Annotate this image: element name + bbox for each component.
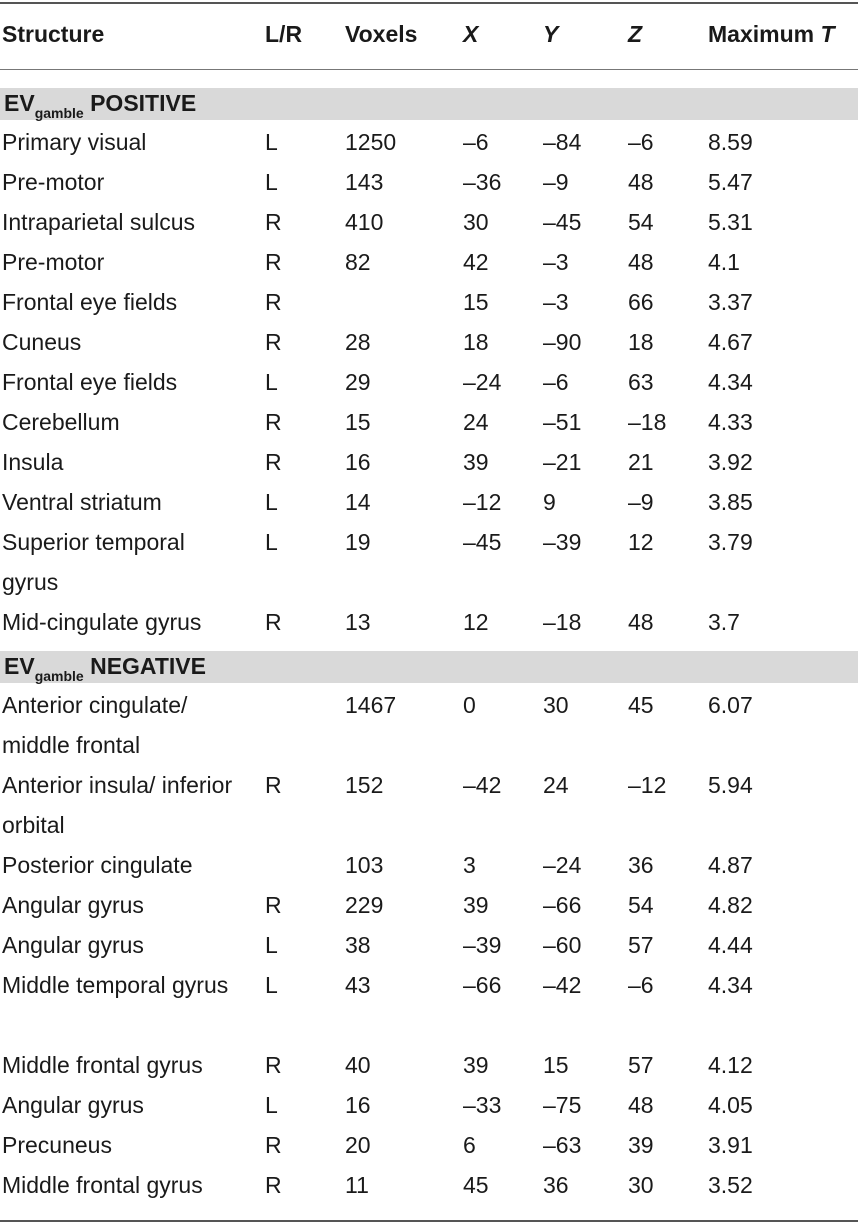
cell-voxels: 14 <box>345 489 371 515</box>
cell-y: –60 <box>543 932 582 958</box>
cell-y: 15 <box>543 1052 569 1078</box>
cell-x: –24 <box>463 369 502 395</box>
section-header <box>0 651 858 683</box>
cell-x: 24 <box>463 409 489 435</box>
cell-structure: Ventral striatum <box>2 489 162 515</box>
cell-lr: L <box>265 1092 278 1118</box>
cell-t: 5.47 <box>708 169 753 195</box>
cell-lr: L <box>265 369 278 395</box>
cell-z: –18 <box>628 409 667 435</box>
cell-lr: L <box>265 932 278 958</box>
cell-z: 57 <box>628 1052 654 1078</box>
cell-z: 48 <box>628 169 654 195</box>
cell-z: 48 <box>628 1092 654 1118</box>
cell-lr: L <box>265 489 278 515</box>
cell-x: 3 <box>463 852 476 878</box>
cell-lr: R <box>265 1132 282 1158</box>
cell-lr: L <box>265 529 278 555</box>
cell-z: 63 <box>628 369 654 395</box>
cell-t: 3.37 <box>708 289 753 315</box>
cell-x: –33 <box>463 1092 502 1118</box>
cell-voxels: 20 <box>345 1132 371 1158</box>
cell-x: 39 <box>463 1052 489 1078</box>
cell-structure: Primary visual <box>2 129 147 155</box>
section-label-main: EV <box>4 90 35 116</box>
cell-y: 24 <box>543 772 569 798</box>
section-header <box>0 88 858 120</box>
cell-t: 3.79 <box>708 529 753 555</box>
cell-voxels: 16 <box>345 449 371 475</box>
section-label-rest: POSITIVE <box>83 90 197 116</box>
section-label-rest: NEGATIVE <box>83 653 206 679</box>
header-max-t-prefix: Maximum <box>708 21 821 47</box>
cell-y: –3 <box>543 249 569 275</box>
cell-x: –36 <box>463 169 502 195</box>
cell-y: –18 <box>543 609 582 635</box>
cell-lr: R <box>265 289 282 315</box>
cell-z: 54 <box>628 892 654 918</box>
cell-structure: Pre-motor <box>2 169 105 195</box>
cell-structure: Frontal eye fields <box>2 289 178 315</box>
cell-structure: Angular gyrus <box>2 892 144 918</box>
cell-y: 36 <box>543 1172 569 1198</box>
cell-t: 4.05 <box>708 1092 753 1118</box>
cell-structure: Insula <box>2 449 64 475</box>
cell-structure: Angular gyrus <box>2 932 144 958</box>
table-header <box>0 14 858 54</box>
cell-z: 57 <box>628 932 654 958</box>
cell-voxels: 229 <box>345 892 384 918</box>
cell-structure: Middle frontal gyrus <box>2 1052 203 1078</box>
section-label <box>4 88 196 121</box>
cell-t: 4.1 <box>708 249 740 275</box>
cell-y: –24 <box>543 852 582 878</box>
cell-lr: R <box>265 209 282 235</box>
cell-x: 18 <box>463 329 489 355</box>
cell-x: –39 <box>463 932 502 958</box>
cell-t: 4.12 <box>708 1052 753 1078</box>
cell-voxels: 38 <box>345 932 371 958</box>
cell-structure: Frontal eye fields <box>2 369 178 395</box>
cell-lr: L <box>265 169 278 195</box>
cell-y: –3 <box>543 289 569 315</box>
cell-y: 9 <box>543 489 556 515</box>
header-x: X <box>463 21 479 47</box>
cell-structure: Posterior cingulate <box>2 852 193 878</box>
cell-z: 48 <box>628 609 654 635</box>
section-label <box>4 651 206 684</box>
cell-x: 39 <box>463 892 489 918</box>
cell-z: –9 <box>628 489 654 515</box>
cell-y: –63 <box>543 1132 582 1158</box>
cell-z: 12 <box>628 529 654 555</box>
cell-lr: R <box>265 249 282 275</box>
cell-x: –45 <box>463 529 502 555</box>
cell-z: 21 <box>628 449 654 475</box>
cell-lr: R <box>265 449 282 475</box>
cell-z: 39 <box>628 1132 654 1158</box>
cell-structure: Pre-motor <box>2 249 105 275</box>
cell-y: –45 <box>543 209 582 235</box>
cell-z: 45 <box>628 692 654 718</box>
cell-y: –75 <box>543 1092 582 1118</box>
cell-x: 0 <box>463 692 476 718</box>
cell-voxels: 152 <box>345 772 384 798</box>
cell-z: –12 <box>628 772 667 798</box>
cell-x: 12 <box>463 609 489 635</box>
cell-lr: R <box>265 329 282 355</box>
cell-t: 3.85 <box>708 489 753 515</box>
cell-z: 48 <box>628 249 654 275</box>
cell-t: 3.92 <box>708 449 753 475</box>
cell-voxels: 43 <box>345 972 371 998</box>
cell-z: 54 <box>628 209 654 235</box>
top-rule <box>0 2 858 4</box>
cell-voxels: 1467 <box>345 692 397 718</box>
cell-voxels: 103 <box>345 852 384 878</box>
cell-t: 4.67 <box>708 329 753 355</box>
cell-x: –12 <box>463 489 502 515</box>
cell-t: 4.33 <box>708 409 753 435</box>
cell-lr: R <box>265 1052 282 1078</box>
cell-y: –66 <box>543 892 582 918</box>
cell-t: 4.87 <box>708 852 753 878</box>
cell-voxels: 19 <box>345 529 371 555</box>
header-max-t <box>708 14 835 54</box>
cell-voxels: 11 <box>345 1172 369 1198</box>
section-label-main: EV <box>4 653 35 679</box>
cell-t: 3.7 <box>708 609 740 635</box>
cell-lr: R <box>265 892 282 918</box>
cell-x: 6 <box>463 1132 476 1158</box>
cell-y: –21 <box>543 449 582 475</box>
cell-structure: Mid-cingulate gyrus <box>2 609 202 635</box>
cell-structure: Precuneus <box>2 1132 112 1158</box>
cell-structure: Cuneus <box>2 329 82 355</box>
cell-z: 18 <box>628 329 654 355</box>
cell-lr: R <box>265 772 282 798</box>
bottom-rule <box>0 1220 858 1222</box>
header-z: Z <box>628 21 643 47</box>
header-voxels: Voxels <box>345 21 418 47</box>
cell-x: –42 <box>463 772 502 798</box>
section-label-subscript: gamble <box>34 105 84 121</box>
cell-voxels: 15 <box>345 409 371 435</box>
cell-voxels: 82 <box>345 249 371 275</box>
header-rule <box>0 69 858 70</box>
cell-t: 4.34 <box>708 972 753 998</box>
cell-voxels: 16 <box>345 1092 371 1118</box>
cell-structure: Cerebellum <box>2 409 120 435</box>
cell-t: 6.07 <box>708 692 753 718</box>
cell-y: –84 <box>543 129 582 155</box>
cell-x: 30 <box>463 209 489 235</box>
cell-structure: Superior temporal gyrus <box>2 529 185 595</box>
cell-z: 30 <box>628 1172 654 1198</box>
cell-structure: Middle temporal gyrus <box>2 972 229 998</box>
cell-lr: R <box>265 609 282 635</box>
cell-y: –39 <box>543 529 582 555</box>
cell-y: –51 <box>543 409 582 435</box>
cell-y: –9 <box>543 169 569 195</box>
cell-structure: Anterior cingulate/ middle frontal <box>2 692 188 758</box>
cell-t: 3.52 <box>708 1172 753 1198</box>
header-lr: L/R <box>265 21 303 47</box>
header-max-t-var: T <box>820 21 835 47</box>
cell-voxels: 13 <box>345 609 371 635</box>
cell-z: 36 <box>628 852 654 878</box>
cell-lr: R <box>265 1172 282 1198</box>
cell-structure: Middle frontal gyrus <box>2 1172 203 1198</box>
cell-y: –42 <box>543 972 582 998</box>
cell-lr: L <box>265 972 278 998</box>
section-label-subscript: gamble <box>34 668 84 684</box>
cell-y: –6 <box>543 369 569 395</box>
cell-z: –6 <box>628 129 654 155</box>
cell-voxels: 410 <box>345 209 384 235</box>
cell-t: 4.44 <box>708 932 753 958</box>
cell-x: –6 <box>463 129 489 155</box>
cell-t: 5.31 <box>708 209 753 235</box>
cell-x: 39 <box>463 449 489 475</box>
cell-t: 4.82 <box>708 892 753 918</box>
cell-structure: Anterior insula/ inferior orbital <box>2 772 233 838</box>
cell-y: 30 <box>543 692 569 718</box>
cell-voxels: 1250 <box>345 129 397 155</box>
cell-voxels: 143 <box>345 169 384 195</box>
cell-voxels: 40 <box>345 1052 371 1078</box>
cell-structure: Angular gyrus <box>2 1092 144 1118</box>
cell-y: –90 <box>543 329 582 355</box>
cell-x: 45 <box>463 1172 489 1198</box>
header-y: Y <box>543 21 559 47</box>
cell-t: 3.91 <box>708 1132 753 1158</box>
cell-voxels: 28 <box>345 329 371 355</box>
cell-voxels: 29 <box>345 369 371 395</box>
cell-x: 42 <box>463 249 489 275</box>
cell-z: 66 <box>628 289 654 315</box>
cell-t: 4.34 <box>708 369 753 395</box>
cell-x: 15 <box>463 289 489 315</box>
cell-t: 8.59 <box>708 129 753 155</box>
header-structure: Structure <box>2 21 105 47</box>
cell-t: 5.94 <box>708 772 753 798</box>
cell-lr: R <box>265 409 282 435</box>
cell-z: –6 <box>628 972 654 998</box>
cell-structure: Intraparietal sulcus <box>2 209 196 235</box>
cell-lr: L <box>265 129 278 155</box>
cell-x: –66 <box>463 972 502 998</box>
